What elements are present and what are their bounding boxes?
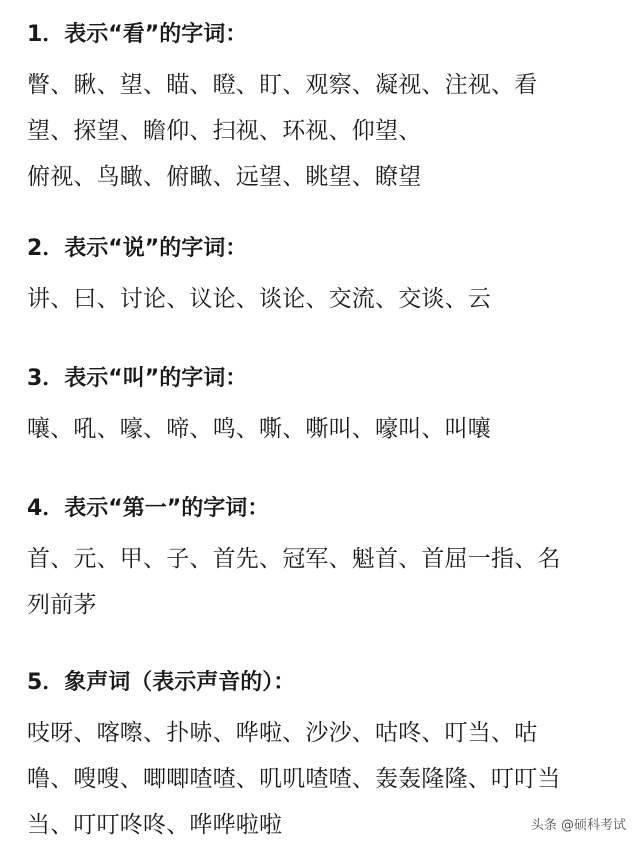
section-heading: 1．表示“看”的字词： [27,22,248,47]
word-line: 噜、嗖嗖、唧唧喳喳、叽叽喳喳、轰轰隆隆、叮叮当 [27,766,561,792]
word-line: 首、元、甲、子、首先、冠军、魁首、首屈一指、名 [27,546,561,572]
word-line: 当、叮叮咚咚、哗哗啦啦 [27,812,283,838]
word-line: 讲、曰、讨论、议论、谈论、交流、交谈、云 [27,286,491,312]
section-heading: 4．表示“第一”的字词： [27,496,270,521]
word-line: 瞥、瞅、望、瞄、瞪、盯、观察、凝视、注视、看 [27,72,538,98]
word-line: 望、探望、瞻仰、扫视、环视、仰望、 [27,118,422,144]
section-heading: 3．表示“叫”的字词： [27,366,248,391]
section-say-words [27,234,622,322]
word-line: 俯视、鸟瞰、俯瞰、远望、眺望、瞭望 [27,164,422,190]
word-line: 列前茅 [27,592,97,618]
section-call-words [27,364,622,452]
word-line: 吱呀、喀嚓、扑哧、哗啦、沙沙、咕咚、叮当、咕 [27,720,538,746]
section-first-words [27,494,622,628]
section-heading: 2．表示“说”的字词： [27,236,248,261]
section-heading: 5．象声词（表示声音的）： [27,670,296,695]
section-look-words [27,20,622,200]
word-line: 嚷、吼、嚎、啼、鸣、嘶、嘶叫、嚎叫、叫嚷 [27,416,491,442]
watermark: 头条 @硕科考试 [530,818,626,833]
